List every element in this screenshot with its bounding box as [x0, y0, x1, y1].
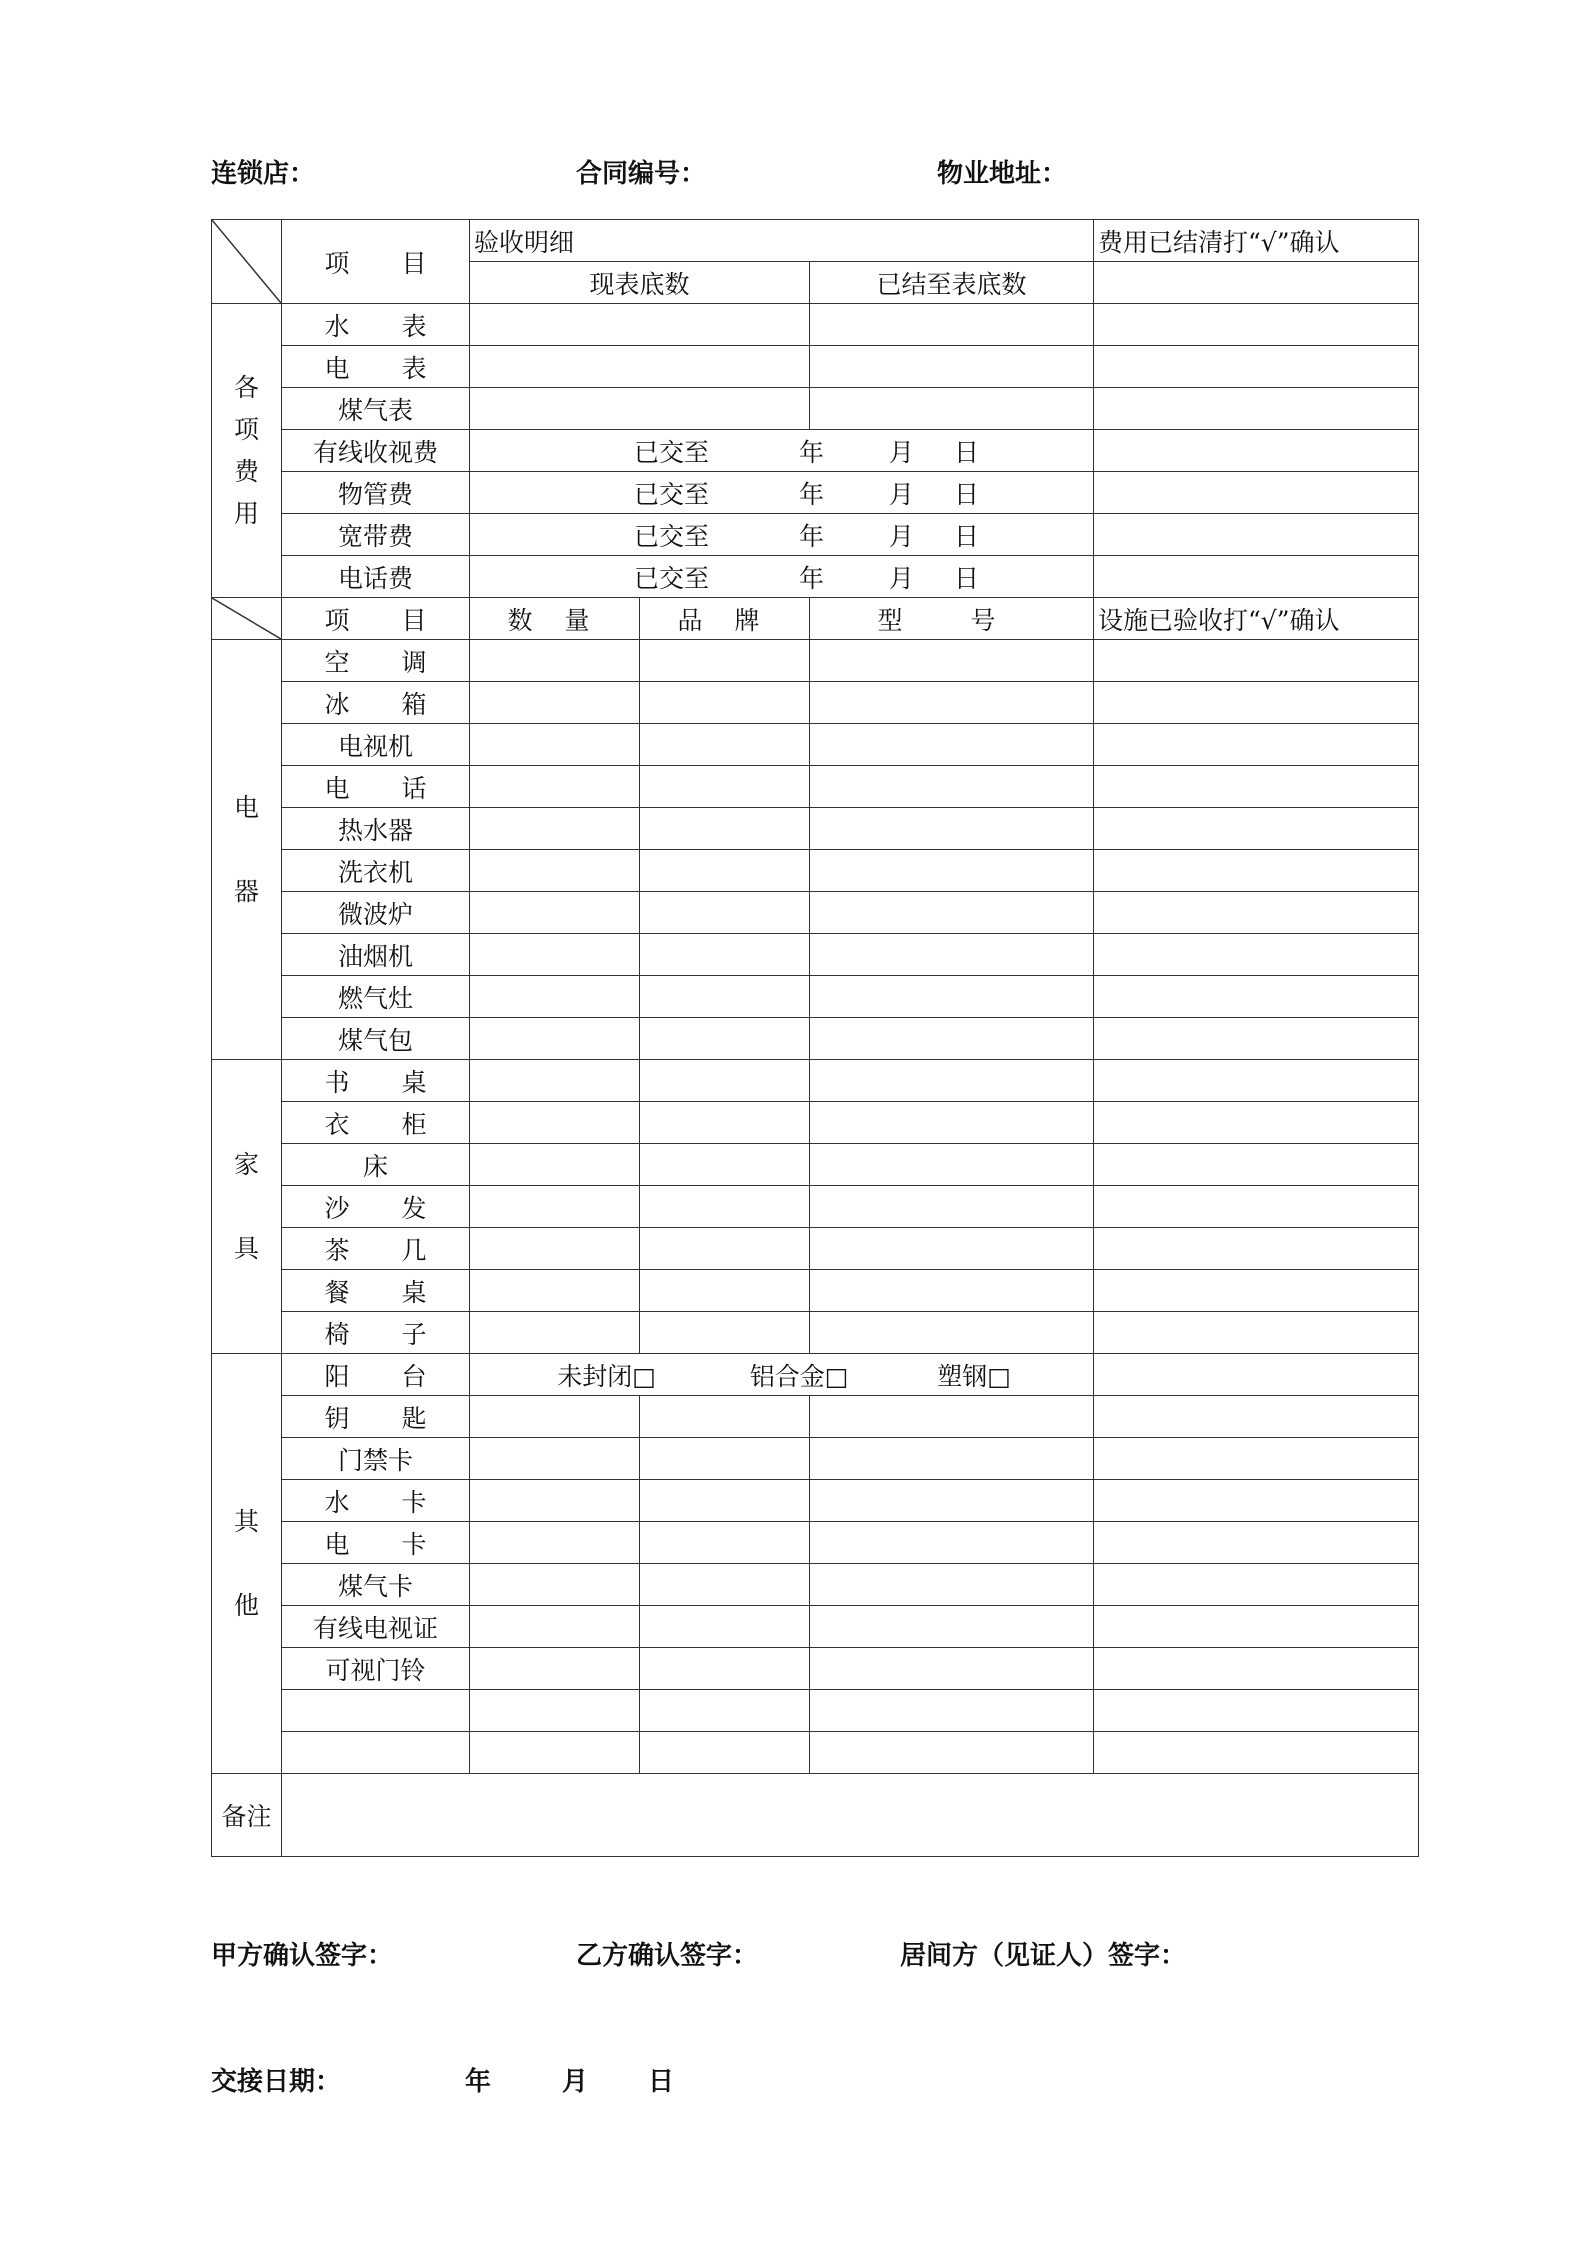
item-label: 有线电视证	[282, 1606, 470, 1648]
quantity-cell[interactable]	[470, 1732, 640, 1774]
table-row	[212, 514, 1419, 556]
table-row	[212, 724, 1419, 766]
table-row	[212, 1606, 1419, 1648]
settled-reading-header: 已结至表底数	[810, 262, 1094, 304]
meter-water: 水 表	[282, 304, 470, 346]
quantity-cell[interactable]	[470, 934, 640, 976]
table-row	[212, 1312, 1419, 1354]
confirm-cell[interactable]	[1094, 430, 1419, 472]
quantity-cell[interactable]	[470, 892, 640, 934]
table-row	[212, 1564, 1419, 1606]
quantity-cell[interactable]	[470, 808, 640, 850]
brand-cell[interactable]	[640, 1018, 810, 1060]
signature-row	[0, 1935, 1586, 1975]
brand-cell[interactable]	[640, 1648, 810, 1690]
table-row	[212, 850, 1419, 892]
brand-cell[interactable]	[640, 934, 810, 976]
confirm-cell[interactable]	[1094, 472, 1419, 514]
brand-cell[interactable]	[640, 640, 810, 682]
model-cell[interactable]	[810, 682, 1094, 724]
model-cell[interactable]	[810, 934, 1094, 976]
brand-cell[interactable]	[640, 766, 810, 808]
diagonal-line-icon	[212, 598, 281, 639]
current-reading-header: 现表底数	[470, 262, 810, 304]
brand-cell[interactable]	[640, 1690, 810, 1732]
form-header	[0, 153, 1586, 193]
table-row	[212, 1144, 1419, 1186]
confirm-cell[interactable]	[1094, 1564, 1419, 1606]
balcony-option-plastic-steel[interactable]: 塑钢□	[937, 1361, 1011, 1391]
table-row	[212, 934, 1419, 976]
diagonal-cell	[212, 220, 282, 304]
paid-item-phone: 电话费	[282, 556, 470, 598]
model-cell[interactable]	[810, 1606, 1094, 1648]
table-row	[212, 1186, 1419, 1228]
quantity-cell[interactable]	[470, 1438, 640, 1480]
model-cell[interactable]	[810, 1648, 1094, 1690]
confirm-cell[interactable]	[1094, 1648, 1419, 1690]
model-cell[interactable]	[810, 1060, 1094, 1102]
table-row	[212, 1060, 1419, 1102]
confirm-cell[interactable]	[1094, 934, 1419, 976]
quantity-cell[interactable]	[470, 724, 640, 766]
paid-to-cell[interactable]: 已交至 年 月 日	[470, 556, 1094, 598]
table-row	[212, 1396, 1419, 1438]
confirm-cell[interactable]	[1094, 766, 1419, 808]
brand-cell[interactable]	[640, 1312, 810, 1354]
model-cell[interactable]	[810, 1522, 1094, 1564]
model-cell[interactable]	[810, 1270, 1094, 1312]
confirm-cell[interactable]	[1094, 1732, 1419, 1774]
furniture-section	[212, 1060, 1419, 1354]
appliances-group-label: 电 器	[212, 640, 282, 1060]
confirm-cell[interactable]	[1094, 1522, 1419, 1564]
brand-cell[interactable]	[640, 1060, 810, 1102]
confirm-cell[interactable]	[1094, 892, 1419, 934]
quantity-cell[interactable]	[470, 766, 640, 808]
item-label	[282, 1690, 470, 1732]
paid-to-cell[interactable]: 已交至 年 月 日	[470, 430, 1094, 472]
table-row	[212, 556, 1419, 598]
diagonal-cell	[212, 598, 282, 640]
item-label: 椅 子	[282, 1312, 470, 1354]
paid-item-property: 物管费	[282, 472, 470, 514]
current-reading-cell[interactable]	[470, 346, 810, 388]
settled-reading-cell[interactable]	[810, 388, 1094, 430]
confirm-cell[interactable]	[1094, 640, 1419, 682]
table-row	[212, 1648, 1419, 1690]
handover-date-label: 交接日期：	[211, 2067, 342, 2097]
quantity-cell[interactable]	[470, 1396, 640, 1438]
quantity-cell[interactable]	[470, 1228, 640, 1270]
table-row	[212, 1102, 1419, 1144]
model-cell[interactable]	[810, 766, 1094, 808]
table-row	[212, 1270, 1419, 1312]
item-label: 沙 发	[282, 1186, 470, 1228]
table-row	[212, 388, 1419, 430]
fees-group-label: 各 项 费 用	[212, 304, 282, 598]
item-label: 煤气包	[282, 1018, 470, 1060]
quantity-cell[interactable]	[470, 976, 640, 1018]
model-header: 型 号	[810, 598, 1094, 640]
model-cell[interactable]	[810, 724, 1094, 766]
handover-year: 年	[465, 2067, 492, 2097]
confirm-cell[interactable]	[1094, 1480, 1419, 1522]
table-row	[212, 640, 1419, 682]
confirm-cell[interactable]	[1094, 346, 1419, 388]
brand-cell[interactable]	[640, 976, 810, 1018]
facilities-header-row	[212, 598, 1419, 640]
party-a-signature-label: 甲方确认签字：	[211, 1941, 394, 1971]
table-row	[212, 1018, 1419, 1060]
item-label: 电视机	[282, 724, 470, 766]
model-cell[interactable]	[810, 1312, 1094, 1354]
model-cell[interactable]	[810, 1690, 1094, 1732]
confirm-cell[interactable]	[1094, 1438, 1419, 1480]
party-b-signature-label: 乙方确认签字：	[576, 1941, 759, 1971]
table-row	[212, 1354, 1419, 1396]
confirm-cell[interactable]	[1094, 1606, 1419, 1648]
quantity-cell[interactable]	[470, 1186, 640, 1228]
table-row	[212, 1522, 1419, 1564]
others-section	[212, 1354, 1419, 1774]
confirm-cell[interactable]	[1094, 1396, 1419, 1438]
current-reading-cell[interactable]	[470, 388, 810, 430]
fee-confirm-cell[interactable]	[1094, 262, 1419, 304]
confirm-cell[interactable]	[1094, 1060, 1419, 1102]
quantity-cell[interactable]	[470, 1522, 640, 1564]
store-label: 连锁店：	[211, 159, 316, 189]
table-row	[212, 346, 1419, 388]
item-label: 电 话	[282, 766, 470, 808]
quantity-cell[interactable]	[470, 1312, 640, 1354]
confirm-cell[interactable]	[1094, 1144, 1419, 1186]
balcony-label: 阳 台	[282, 1354, 470, 1396]
fee-header-row	[212, 220, 1419, 262]
table-row	[212, 1732, 1419, 1774]
balcony-options	[470, 1354, 1094, 1396]
confirm-cell[interactable]	[1094, 850, 1419, 892]
quantity-cell[interactable]	[470, 850, 640, 892]
model-cell[interactable]	[810, 850, 1094, 892]
detail-header: 验收明细	[470, 220, 1094, 262]
item-label: 书 桌	[282, 1060, 470, 1102]
current-reading-cell[interactable]	[470, 304, 810, 346]
table-row	[212, 808, 1419, 850]
model-cell[interactable]	[810, 892, 1094, 934]
quantity-cell[interactable]	[470, 1690, 640, 1732]
item-label: 钥 匙	[282, 1396, 470, 1438]
remarks-label: 备注	[212, 1774, 282, 1857]
quantity-cell[interactable]	[470, 1270, 640, 1312]
table-row	[212, 1480, 1419, 1522]
intermediary-signature-label: 居间方（见证人）签字：	[900, 1941, 1187, 1971]
balcony-option-aluminum[interactable]: 铝合金□	[749, 1361, 849, 1391]
meter-electric: 电 表	[282, 346, 470, 388]
model-cell[interactable]	[810, 1564, 1094, 1606]
brand-header: 品 牌	[640, 598, 810, 640]
model-cell[interactable]	[810, 1144, 1094, 1186]
confirm-cell[interactable]	[1094, 808, 1419, 850]
property-address-label: 物业地址：	[937, 159, 1068, 189]
confirm-cell[interactable]	[1094, 1228, 1419, 1270]
brand-cell[interactable]	[640, 1480, 810, 1522]
confirm-cell[interactable]	[1094, 556, 1419, 598]
quantity-header: 数 量	[470, 598, 640, 640]
quantity-cell[interactable]	[470, 1480, 640, 1522]
table-row	[212, 892, 1419, 934]
confirm-cell[interactable]	[1094, 1270, 1419, 1312]
table-row	[212, 472, 1419, 514]
model-cell[interactable]	[810, 1102, 1094, 1144]
model-cell[interactable]	[810, 1228, 1094, 1270]
brand-cell[interactable]	[640, 1102, 810, 1144]
item-label: 微波炉	[282, 892, 470, 934]
table-row	[212, 1438, 1419, 1480]
paid-to-cell[interactable]: 已交至 年 月 日	[470, 472, 1094, 514]
facility-confirm-header: 设施已验收打“√”确认	[1094, 598, 1419, 640]
handover-month: 月	[562, 2067, 589, 2097]
quantity-cell[interactable]	[470, 1018, 640, 1060]
brand-cell[interactable]	[640, 1228, 810, 1270]
item-label: 冰 箱	[282, 682, 470, 724]
confirm-cell[interactable]	[1094, 976, 1419, 1018]
brand-cell[interactable]	[640, 724, 810, 766]
balcony-option-unsealed[interactable]: 未封闭□	[557, 1361, 656, 1391]
brand-cell[interactable]	[640, 1186, 810, 1228]
diagonal-line-icon	[212, 220, 281, 303]
quantity-cell[interactable]	[470, 1648, 640, 1690]
brand-cell[interactable]	[640, 892, 810, 934]
brand-cell[interactable]	[640, 1732, 810, 1774]
brand-cell[interactable]	[640, 850, 810, 892]
item-label: 燃气灶	[282, 976, 470, 1018]
handover-day: 日	[648, 2067, 675, 2097]
item-header: 项 目	[282, 220, 470, 304]
settled-reading-cell[interactable]	[810, 304, 1094, 346]
brand-cell[interactable]	[640, 1270, 810, 1312]
item-label: 煤气卡	[282, 1564, 470, 1606]
brand-cell[interactable]	[640, 682, 810, 724]
remarks-field[interactable]	[282, 1774, 1419, 1857]
brand-cell[interactable]	[640, 1522, 810, 1564]
appliances-section	[212, 640, 1419, 1060]
model-cell[interactable]	[810, 1018, 1094, 1060]
table-row	[212, 304, 1419, 346]
handover-date-row	[0, 2061, 1586, 2101]
paid-item-broadband: 宽带费	[282, 514, 470, 556]
quantity-cell[interactable]	[470, 682, 640, 724]
item-label: 茶 几	[282, 1228, 470, 1270]
item-label: 电 卡	[282, 1522, 470, 1564]
paid-item-cable: 有线收视费	[282, 430, 470, 472]
others-group-label: 其 他	[212, 1354, 282, 1774]
item-label: 餐 桌	[282, 1270, 470, 1312]
table-row	[212, 766, 1419, 808]
facility-item-header: 项 目	[282, 598, 470, 640]
item-label	[282, 1732, 470, 1774]
table-row	[212, 682, 1419, 724]
item-label: 热水器	[282, 808, 470, 850]
quantity-cell[interactable]	[470, 640, 640, 682]
meter-gas: 煤气表	[282, 388, 470, 430]
item-label: 衣 柜	[282, 1102, 470, 1144]
item-label: 门禁卡	[282, 1438, 470, 1480]
table-row	[212, 1228, 1419, 1270]
confirm-cell[interactable]	[1094, 682, 1419, 724]
model-cell[interactable]	[810, 1396, 1094, 1438]
contract-number-label: 合同编号：	[576, 159, 707, 189]
confirm-cell[interactable]	[1094, 724, 1419, 766]
confirm-cell[interactable]	[1094, 304, 1419, 346]
confirm-cell[interactable]	[1094, 1186, 1419, 1228]
quantity-cell[interactable]	[470, 1564, 640, 1606]
confirm-cell[interactable]	[1094, 1018, 1419, 1060]
remarks-row	[212, 1774, 1419, 1857]
confirm-cell[interactable]	[1094, 388, 1419, 430]
paid-to-cell[interactable]: 已交至 年 月 日	[470, 514, 1094, 556]
confirm-cell[interactable]	[1094, 514, 1419, 556]
model-cell[interactable]	[810, 640, 1094, 682]
quantity-cell[interactable]	[470, 1144, 640, 1186]
model-cell[interactable]	[810, 1732, 1094, 1774]
item-label: 水 卡	[282, 1480, 470, 1522]
fee-confirm-header: 费用已结清打“√”确认	[1094, 220, 1419, 262]
furniture-group-label: 家 具	[212, 1060, 282, 1354]
table-row	[212, 976, 1419, 1018]
confirm-cell[interactable]	[1094, 1102, 1419, 1144]
confirm-cell[interactable]	[1094, 1354, 1419, 1396]
brand-cell[interactable]	[640, 1564, 810, 1606]
confirm-cell[interactable]	[1094, 1690, 1419, 1732]
settled-reading-cell[interactable]	[810, 346, 1094, 388]
quantity-cell[interactable]	[470, 1606, 640, 1648]
brand-cell[interactable]	[640, 1438, 810, 1480]
brand-cell[interactable]	[640, 1144, 810, 1186]
brand-cell[interactable]	[640, 1396, 810, 1438]
brand-cell[interactable]	[640, 1606, 810, 1648]
quantity-cell[interactable]	[470, 1102, 640, 1144]
item-label: 洗衣机	[282, 850, 470, 892]
item-label: 空 调	[282, 640, 470, 682]
quantity-cell[interactable]	[470, 1060, 640, 1102]
item-label: 油烟机	[282, 934, 470, 976]
model-cell[interactable]	[810, 1480, 1094, 1522]
table-row	[212, 430, 1419, 472]
item-label: 床	[282, 1144, 470, 1186]
table-row	[212, 1690, 1419, 1732]
model-cell[interactable]	[810, 976, 1094, 1018]
model-cell[interactable]	[810, 1438, 1094, 1480]
model-cell[interactable]	[810, 1186, 1094, 1228]
item-label: 可视门铃	[282, 1648, 470, 1690]
confirm-cell[interactable]	[1094, 1312, 1419, 1354]
model-cell[interactable]	[810, 808, 1094, 850]
handover-inspection-table	[211, 219, 1419, 1857]
brand-cell[interactable]	[640, 808, 810, 850]
